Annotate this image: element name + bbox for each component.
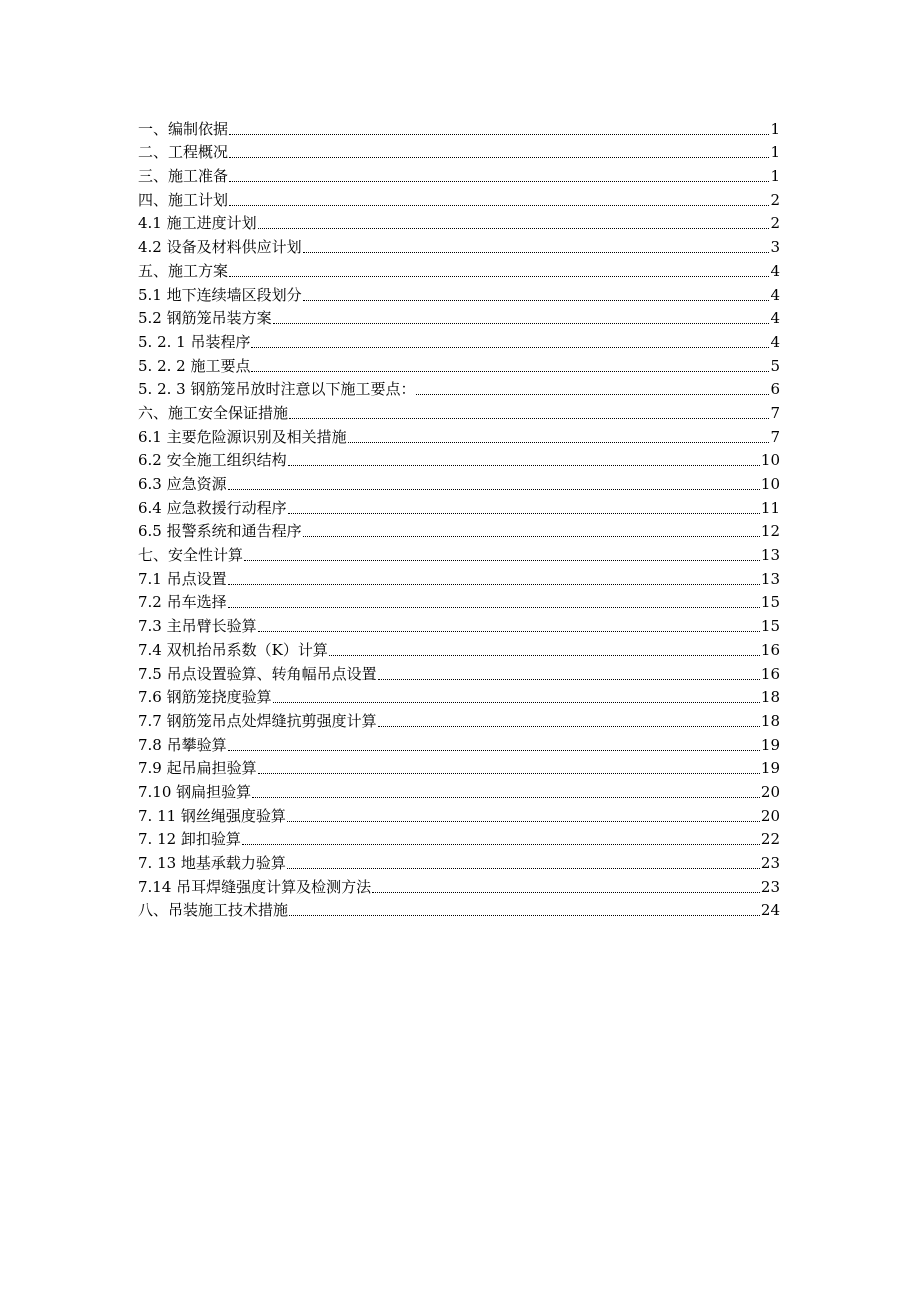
toc-entry[interactable]	[138, 778, 780, 802]
toc-entry-page: 10	[760, 451, 780, 470]
toc-entry-title: 6.1 主要危险源识别及相关措施	[138, 427, 347, 446]
toc-entry-title: 4.1 施工进度计划	[138, 214, 257, 233]
toc-entry-title: 5.2 钢筋笼吊装方案	[138, 309, 272, 328]
toc-entry[interactable]	[138, 162, 780, 186]
toc-dot-leader	[288, 465, 760, 466]
toc-entry[interactable]	[138, 541, 780, 565]
toc-dot-leader	[228, 584, 760, 585]
toc-dot-leader	[372, 892, 760, 893]
toc-entry-title: 七、安全性计算	[138, 546, 244, 565]
toc-dot-leader	[273, 323, 770, 324]
toc-entry-page: 6	[770, 380, 780, 399]
toc-entry-title: 7.1 吊点设置	[138, 569, 227, 588]
toc-entry-title: 5. 2. 3 钢筋笼吊放时注意以下施工要点：	[138, 380, 416, 399]
toc-entry-title: 6.3 应急资源	[138, 475, 227, 493]
toc-entry-title: 5. 2. 2 施工要点	[138, 356, 251, 375]
toc-entry-page: 15	[760, 617, 780, 636]
toc-dot-leader	[251, 347, 769, 348]
toc-dot-leader	[228, 750, 760, 751]
toc-dot-leader	[229, 205, 769, 206]
toc-entry[interactable]	[138, 802, 780, 826]
toc-entry[interactable]	[138, 731, 780, 755]
toc-entry-page: 15	[760, 593, 780, 612]
toc-entry[interactable]	[138, 210, 780, 234]
toc-entry-title: 7.3 主吊臂长验算	[138, 617, 257, 636]
toc-entry-title: 7.5 吊点设置验算、转角幅吊点设置	[138, 664, 377, 683]
toc-entry[interactable]	[138, 470, 780, 494]
toc-entry-title: 五、施工方案	[138, 261, 229, 280]
toc-entry-page: 19	[760, 735, 780, 754]
toc-entry[interactable]	[138, 186, 780, 210]
toc-entry[interactable]	[138, 115, 780, 139]
toc-entry[interactable]	[138, 897, 780, 921]
toc-entry[interactable]	[138, 849, 780, 873]
toc-dot-leader	[289, 915, 760, 916]
toc-entry-title: 四、施工计划	[138, 190, 229, 209]
toc-dot-leader	[303, 300, 770, 301]
toc-dot-leader	[288, 513, 760, 514]
toc-entry-title: 7. 12 卸扣验算	[138, 830, 241, 849]
toc-entry[interactable]	[138, 494, 780, 518]
toc-entry-page: 24	[760, 901, 780, 920]
toc-entry-page: 5	[770, 356, 780, 375]
toc-dot-leader	[273, 702, 760, 703]
toc-dot-leader	[229, 181, 769, 182]
toc-entry-page: 7	[770, 427, 780, 446]
toc-dot-leader	[229, 157, 769, 158]
toc-entry-page: 12	[760, 522, 780, 541]
toc-entry[interactable]	[138, 352, 780, 376]
toc-entry-title: 八、吊装施工技术措施	[138, 901, 289, 920]
toc-dot-leader	[287, 821, 760, 822]
toc-entry[interactable]	[138, 636, 780, 660]
toc-entry-title: 7. 11 钢丝绳强度验算	[138, 806, 286, 825]
toc-entry[interactable]	[138, 873, 780, 897]
toc-dot-leader	[228, 607, 760, 608]
toc-entry-title: 一、编制依据	[138, 119, 229, 138]
toc-dot-leader	[303, 536, 760, 537]
toc-dot-leader	[348, 442, 770, 443]
toc-dot-leader	[229, 276, 769, 277]
toc-entry-page: 13	[760, 569, 780, 588]
toc-entry[interactable]	[138, 447, 780, 471]
toc-dot-leader	[242, 844, 760, 845]
toc-entry-page: 18	[760, 688, 780, 707]
toc-entry[interactable]	[138, 423, 780, 447]
toc-entry-title: 6.2 安全施工组织结构	[138, 451, 287, 470]
toc-entry-page: 7	[770, 403, 780, 422]
toc-entry[interactable]	[138, 612, 780, 636]
toc-entry-title: 六、施工安全保证措施	[138, 403, 289, 422]
toc-entry-page: 20	[760, 782, 780, 801]
toc-entry-page: 13	[760, 546, 780, 565]
toc-entry[interactable]	[138, 233, 780, 257]
toc-dot-leader	[416, 394, 769, 395]
toc-entry-page: 4	[770, 332, 780, 351]
toc-entry[interactable]	[138, 826, 780, 850]
toc-entry-page: 23	[760, 877, 780, 896]
toc-dot-leader	[303, 252, 770, 253]
toc-entry-page: 4	[770, 309, 780, 328]
toc-dot-leader	[289, 418, 769, 419]
toc-dot-leader	[329, 655, 760, 656]
toc-entry[interactable]	[138, 305, 780, 329]
toc-entry-page: 10	[760, 475, 780, 493]
toc-entry-page: 16	[760, 664, 780, 683]
toc-dot-leader	[258, 773, 760, 774]
toc-entry-title: 6.4 应急救援行动程序	[138, 498, 287, 517]
toc-entry-page: 1	[770, 119, 780, 138]
toc-dot-leader	[378, 679, 760, 680]
toc-entry-title: 7.8 吊攀验算	[138, 735, 227, 754]
toc-entry[interactable]	[138, 660, 780, 684]
toc-entry[interactable]	[138, 328, 780, 352]
toc-entry-title: 二、工程概况	[138, 143, 229, 162]
toc-entry-title: 7.9 起吊扁担验算	[138, 759, 257, 778]
toc-entry[interactable]	[138, 257, 780, 281]
toc-dot-leader	[229, 134, 769, 135]
toc-entry-title: 4.2 设备及材料供应计划	[138, 238, 302, 257]
toc-dot-leader	[258, 631, 760, 632]
toc-entry[interactable]	[138, 589, 780, 613]
toc-entry[interactable]	[138, 707, 780, 731]
toc-entry-title: 7.10 钢扁担验算	[138, 782, 252, 801]
toc-dot-leader	[244, 560, 760, 561]
toc-entry-page: 20	[760, 806, 780, 825]
toc-entry-title: 7.4 双机抬吊系数（K）计算	[138, 640, 328, 659]
toc-entry-page: 4	[770, 285, 780, 304]
toc-entry-title: 5. 2. 1 吊装程序	[138, 332, 251, 351]
toc-entry-page: 2	[770, 214, 780, 233]
toc-dot-leader	[252, 797, 760, 798]
toc-entry-page: 23	[760, 854, 780, 872]
toc-entry-page: 18	[760, 711, 780, 730]
toc-entry-page: 19	[760, 759, 780, 778]
toc-entry-page: 16	[760, 640, 780, 659]
toc-entry-page: 11	[760, 498, 780, 517]
toc-dot-leader	[258, 228, 770, 229]
toc-entry-title: 5.1 地下连续墙区段划分	[138, 285, 302, 304]
toc-entry-title: 7.7 钢筋笼吊点处焊缝抗剪强度计算	[138, 711, 377, 730]
toc-entry-title: 7. 13 地基承载力验算	[138, 854, 286, 872]
toc-entry-page: 22	[760, 830, 780, 849]
toc-entry[interactable]	[138, 565, 780, 589]
toc-entry[interactable]	[138, 399, 780, 423]
toc-entry[interactable]	[138, 281, 780, 305]
toc-entry[interactable]	[138, 376, 780, 400]
toc-dot-leader	[287, 868, 760, 869]
table-of-contents	[138, 115, 780, 920]
toc-entry-title: 7.14 吊耳焊缝强度计算及检测方法	[138, 877, 372, 896]
toc-entry-title: 7.6 钢筋笼挠度验算	[138, 688, 272, 707]
toc-entry[interactable]	[138, 518, 780, 542]
toc-entry-page: 1	[770, 167, 780, 186]
toc-entry-page: 3	[770, 238, 780, 257]
toc-entry[interactable]	[138, 139, 780, 163]
toc-entry[interactable]	[138, 755, 780, 779]
toc-dot-leader	[251, 371, 769, 372]
toc-entry[interactable]	[138, 684, 780, 708]
toc-dot-leader	[228, 489, 760, 490]
toc-entry-page: 1	[770, 143, 780, 162]
toc-entry-title: 7.2 吊车选择	[138, 593, 227, 612]
toc-entry-title: 三、施工准备	[138, 167, 229, 186]
toc-entry-page: 4	[770, 261, 780, 280]
toc-dot-leader	[378, 726, 760, 727]
toc-entry-title: 6.5 报警系统和通告程序	[138, 522, 302, 541]
toc-entry-page: 2	[770, 190, 780, 209]
